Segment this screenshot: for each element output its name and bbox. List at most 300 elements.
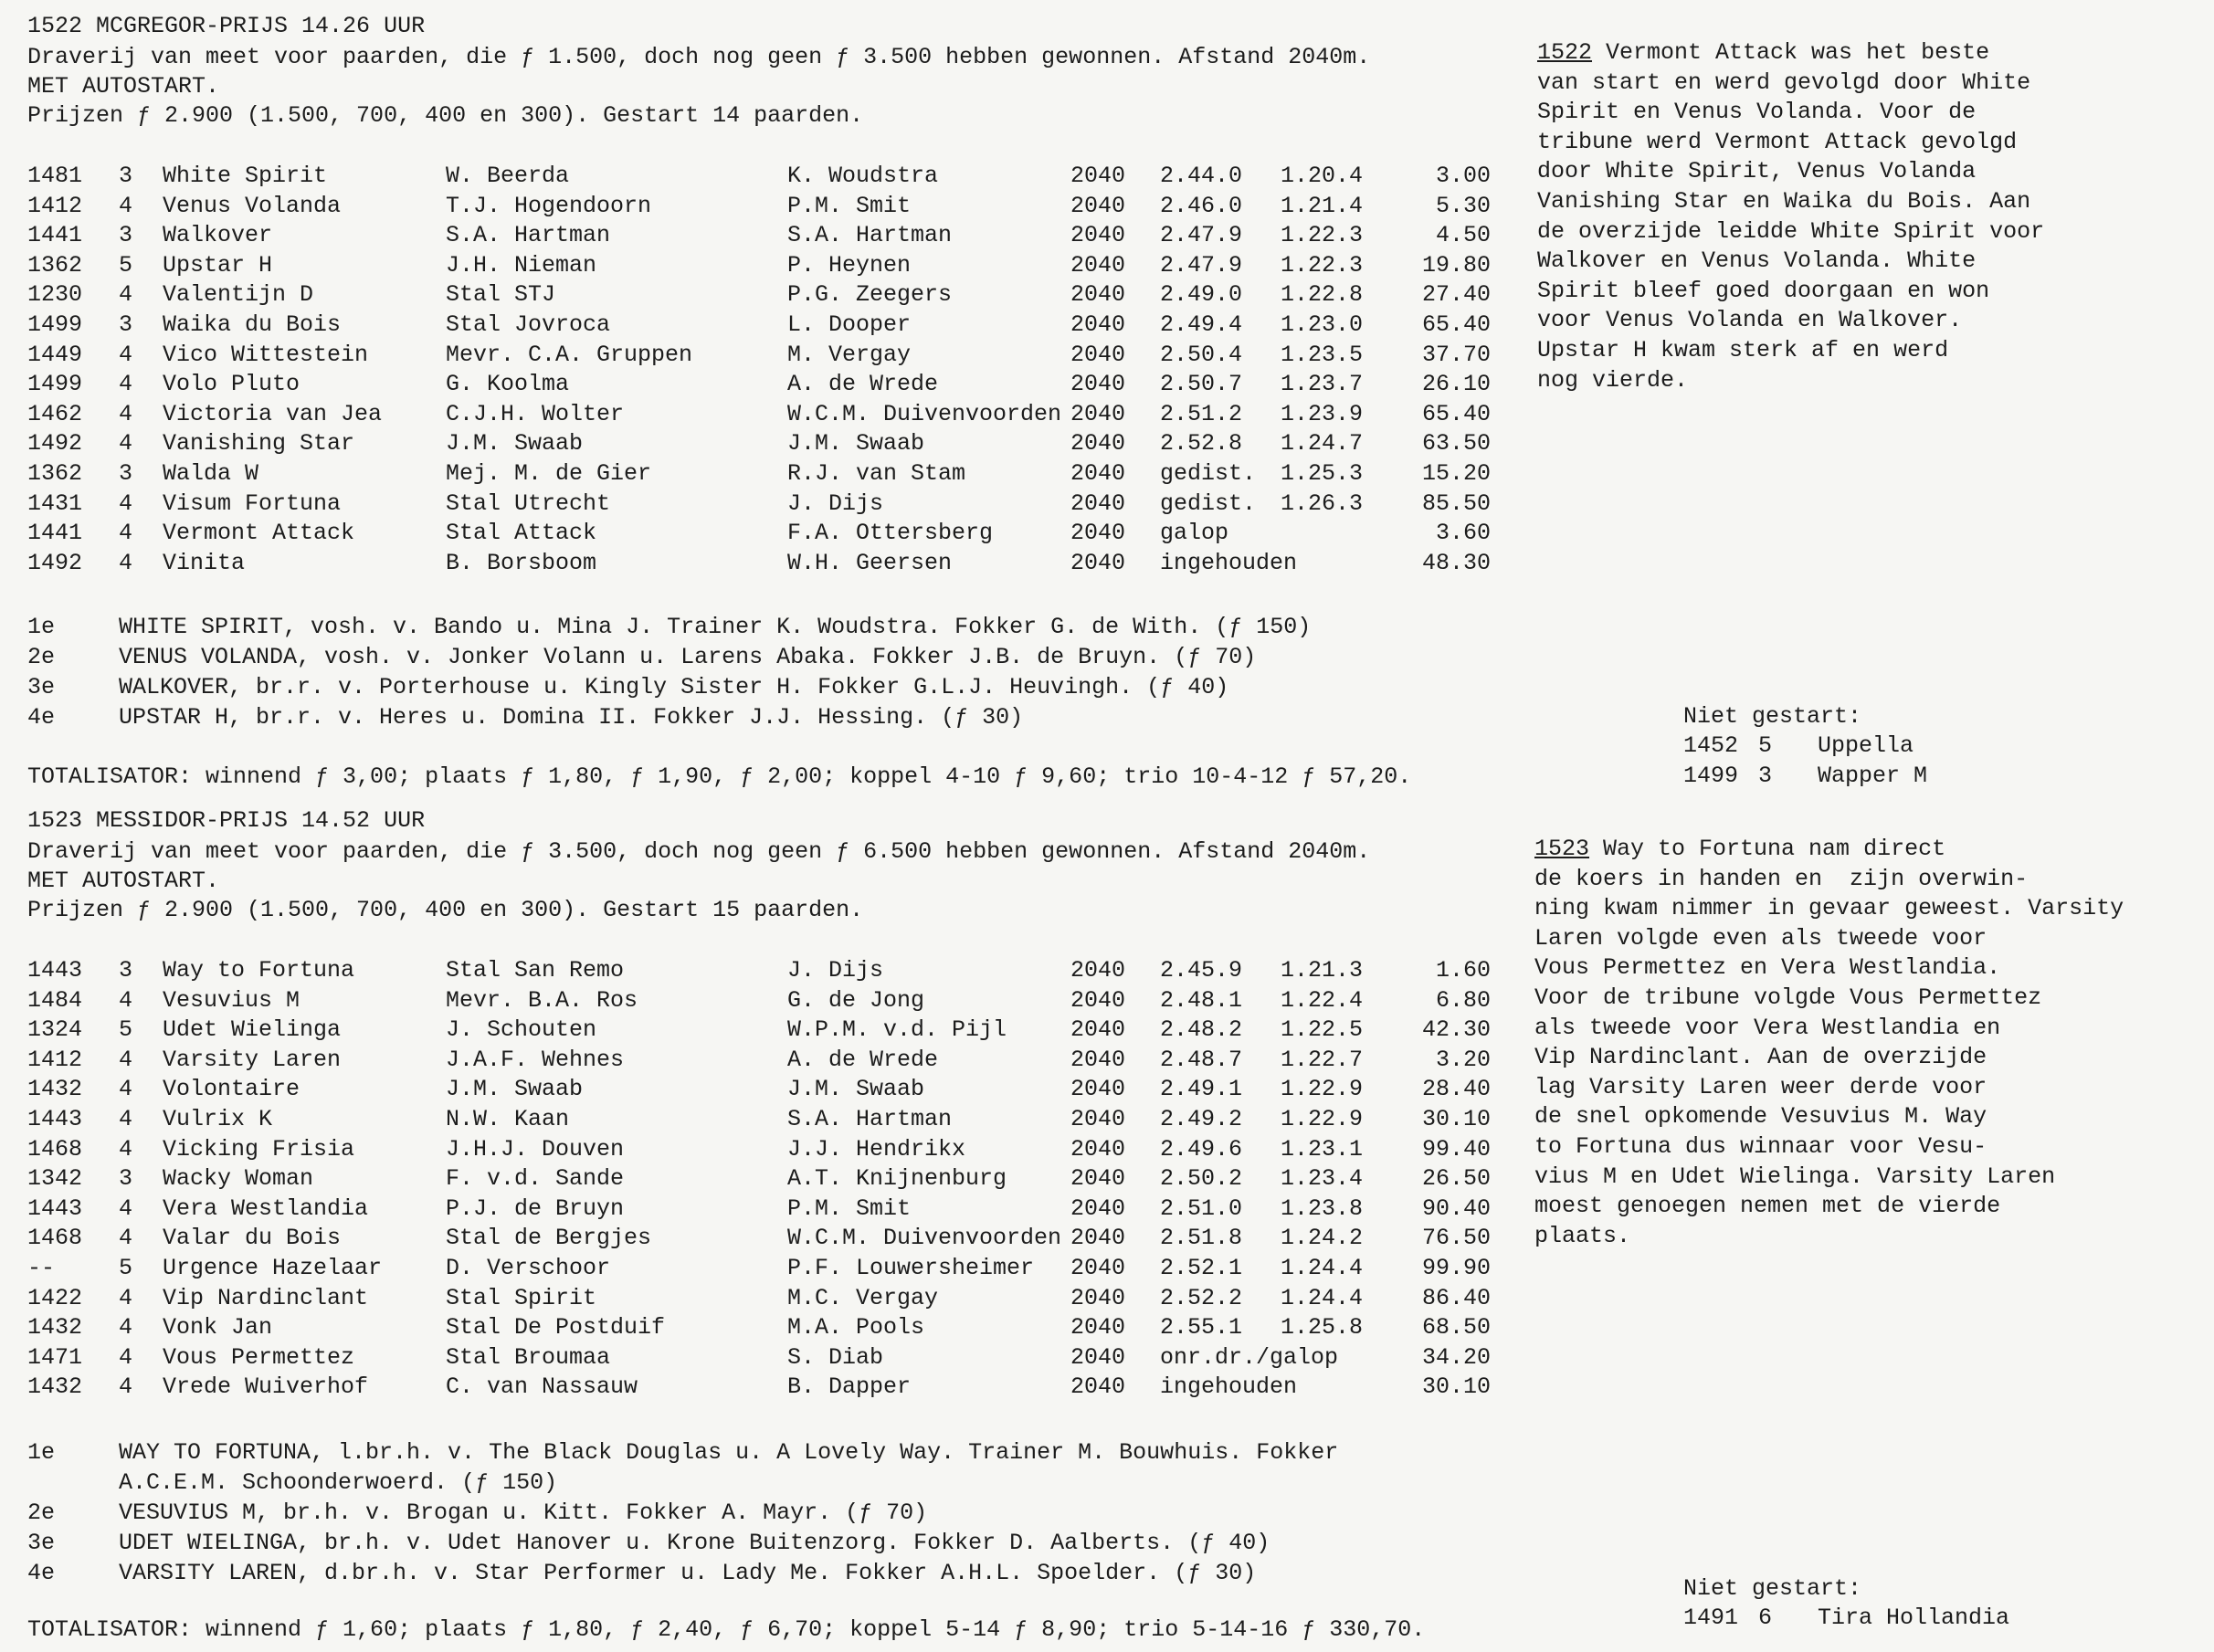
horse-cell: Way to Fortuna — [163, 957, 355, 984]
distance-cell: 2040 — [1070, 311, 1126, 338]
owner-cell: Stal Broumaa — [446, 1343, 611, 1371]
horse-cell: Vicking Frisia — [163, 1135, 355, 1163]
owner-cell: W. Beerda — [446, 163, 570, 189]
horse-cell: Vip Nardinclant — [163, 1284, 369, 1311]
odds-cell: 37.70 — [1421, 341, 1491, 368]
prev-race-cell: 1443 — [27, 1194, 83, 1222]
horse-cell: Vrede Wuiverhof — [163, 1373, 369, 1401]
horse-cell: Vulrix K — [163, 1106, 273, 1132]
driver-cell: P.M. Smit — [787, 1194, 912, 1222]
race-report-line: voor Venus Volanda en Walkover. — [1537, 307, 1963, 334]
owner-cell: J.M. Swaab — [446, 430, 584, 458]
prev-race-cell: 1484 — [27, 986, 83, 1014]
prev-race-cell: 1441 — [27, 520, 83, 547]
time-cell: 2.45.9 — [1160, 957, 1243, 984]
age-cell: 4 — [119, 1314, 133, 1342]
not-started-age: 3 — [1758, 763, 1773, 789]
prev-race-cell: 1462 — [27, 400, 83, 427]
owner-cell: J.A.F. Wehnes — [446, 1046, 625, 1073]
age-cell: 3 — [119, 460, 133, 487]
owner-cell: Stal Utrecht — [446, 489, 611, 517]
race-report-line: van start en werd gevolgd door White — [1537, 68, 2031, 96]
km-time-cell: 1.21.3 — [1281, 957, 1364, 984]
prev-race-cell: -- — [27, 1255, 56, 1281]
km-time-cell: 1.23.5 — [1281, 341, 1364, 368]
driver-cell: P.F. Louwersheimer — [787, 1255, 1035, 1281]
driver-cell: J. Dijs — [787, 489, 884, 517]
km-time-cell: 1.24.4 — [1281, 1255, 1364, 1281]
driver-cell: A. de Wrede — [787, 371, 939, 398]
placing-position: 1e — [27, 1439, 56, 1466]
age-cell: 3 — [119, 957, 133, 984]
age-cell: 3 — [119, 163, 133, 189]
odds-cell: 68.50 — [1421, 1314, 1491, 1342]
prev-race-cell: 1481 — [27, 163, 83, 189]
driver-cell: S.A. Hartman — [787, 222, 953, 249]
odds-cell: 99.40 — [1421, 1135, 1491, 1163]
distance-cell: 2040 — [1070, 281, 1126, 309]
time-cell: 2.50.2 — [1160, 1165, 1243, 1193]
race-report-line: to Fortuna dus winnaar voor Vesu- — [1534, 1132, 1987, 1160]
odds-cell: 28.40 — [1421, 1076, 1491, 1103]
distance-cell: 2040 — [1070, 1106, 1126, 1132]
placing-text: WALKOVER, br.r. v. Porterhouse u. Kingly Sister H. Fokker G.L.J. Heuvingh. (ƒ 40) — [119, 674, 1229, 700]
odds-cell: 19.80 — [1421, 251, 1491, 279]
age-cell: 3 — [119, 1165, 133, 1193]
horse-cell: Vico Wittestein — [163, 341, 369, 368]
distance-cell: 2040 — [1070, 163, 1126, 189]
race-report-line: Vermont Attack was het beste — [1592, 39, 1990, 66]
distance-cell: 2040 — [1070, 1194, 1126, 1222]
distance-cell: 2040 — [1070, 1225, 1126, 1252]
prev-race-cell: 1431 — [27, 489, 83, 517]
distance-cell: 2040 — [1070, 222, 1126, 249]
race-report-line: Vip Nardinclant. Aan de overzijde — [1534, 1044, 1987, 1071]
age-cell: 5 — [119, 1016, 133, 1044]
prev-race-cell: 1471 — [27, 1343, 83, 1371]
race-report-line: de snel opkomende Vesuvius M. Way — [1534, 1103, 1987, 1131]
odds-cell: 99.90 — [1421, 1255, 1491, 1281]
horse-cell: Volontaire — [163, 1076, 300, 1103]
distance-cell: 2040 — [1070, 1284, 1126, 1311]
owner-cell: Stal San Remo — [446, 957, 625, 984]
owner-cell: J.H.J. Douven — [446, 1135, 625, 1163]
horse-cell: Vonk Jan — [163, 1314, 273, 1342]
owner-cell: C.J.H. Wolter — [446, 400, 625, 427]
km-time-cell: 1.23.1 — [1281, 1135, 1364, 1163]
owner-cell: B. Borsboom — [446, 549, 597, 576]
race-report-number: 1522 — [1537, 39, 1593, 66]
not-started-horse: Tira Hollandia — [1818, 1605, 2010, 1631]
owner-cell: Stal De Postduif — [446, 1314, 666, 1342]
driver-cell: A. de Wrede — [787, 1046, 939, 1073]
age-cell: 3 — [119, 311, 133, 338]
driver-cell: P.G. Zeegers — [787, 281, 953, 309]
time-cell: 2.49.1 — [1160, 1076, 1243, 1103]
km-time-cell: 1.22.9 — [1281, 1106, 1364, 1132]
age-cell: 4 — [119, 1076, 133, 1103]
time-cell: galop — [1160, 520, 1229, 547]
time-cell: 2.46.0 — [1160, 192, 1243, 219]
distance-cell: 2040 — [1070, 1373, 1126, 1401]
km-time-cell: 1.24.7 — [1281, 430, 1364, 458]
race-conditions: MET AUTOSTART. — [27, 868, 220, 894]
driver-cell: M.A. Pools — [787, 1314, 925, 1342]
horse-cell: Vanishing Star — [163, 430, 355, 458]
time-cell: 2.51.0 — [1160, 1194, 1243, 1222]
time-cell: 2.52.1 — [1160, 1255, 1243, 1281]
age-cell: 4 — [119, 430, 133, 458]
odds-cell: 65.40 — [1421, 400, 1491, 427]
time-cell: 2.52.2 — [1160, 1284, 1243, 1311]
distance-cell: 2040 — [1070, 251, 1126, 279]
horse-cell: Vermont Attack — [163, 520, 355, 547]
distance-cell: 2040 — [1070, 1135, 1126, 1163]
race-report-line: vius M en Udet Wielinga. Varsity Laren — [1534, 1163, 2056, 1190]
distance-cell: 2040 — [1070, 460, 1126, 487]
driver-cell: W.P.M. v.d. Pijl — [787, 1016, 1007, 1044]
km-time-cell: 1.24.2 — [1281, 1225, 1364, 1252]
owner-cell: Stal Attack — [446, 520, 597, 547]
owner-cell: Mevr. B.A. Ros — [446, 986, 638, 1014]
placing-text: UDET WIELINGA, br.h. v. Udet Hanover u. Krone Buitenzorg. Fokker D. Aalberts. (ƒ 40) — [119, 1530, 1270, 1556]
distance-cell: 2040 — [1070, 1165, 1126, 1193]
age-cell: 4 — [119, 371, 133, 398]
driver-cell: W.C.M. Duivenvoorden — [787, 400, 1062, 427]
age-cell: 5 — [119, 1255, 133, 1281]
distance-cell: 2040 — [1070, 400, 1126, 427]
odds-cell: 3.60 — [1435, 520, 1491, 547]
age-cell: 4 — [119, 986, 133, 1014]
driver-cell: J.J. Hendrikx — [787, 1135, 966, 1163]
time-cell: 2.47.9 — [1160, 222, 1243, 249]
not-started-prev: 1452 — [1683, 732, 1739, 759]
not-started-prev: 1491 — [1683, 1605, 1739, 1631]
odds-cell: 26.10 — [1421, 371, 1491, 398]
placing-position: 4e — [27, 1560, 56, 1586]
age-cell: 4 — [119, 1284, 133, 1311]
time-cell: ingehouden — [1160, 1373, 1298, 1401]
odds-cell: 48.30 — [1421, 549, 1491, 576]
time-cell: 2.49.2 — [1160, 1106, 1243, 1132]
race-report-line: tribune werd Vermont Attack gevolgd — [1537, 128, 2018, 155]
race-conditions: MET AUTOSTART. — [27, 73, 220, 100]
prev-race-cell: 1443 — [27, 957, 83, 984]
age-cell: 4 — [119, 1194, 133, 1222]
owner-cell: Stal de Bergjes — [446, 1225, 652, 1252]
driver-cell: G. de Jong — [787, 986, 925, 1014]
prev-race-cell: 1422 — [27, 1284, 83, 1311]
prev-race-cell: 1324 — [27, 1016, 83, 1044]
driver-cell: F.A. Ottersberg — [787, 520, 994, 547]
horse-cell: Walda W — [163, 460, 259, 487]
race-header: 1523 MESSIDOR-PRIJS 14.52 UUR — [27, 807, 426, 834]
owner-cell: Stal STJ — [446, 281, 556, 309]
odds-cell: 3.20 — [1435, 1046, 1491, 1073]
age-cell: 4 — [119, 1046, 133, 1073]
odds-cell: 26.50 — [1421, 1165, 1491, 1193]
not-started-title: Niet gestart: — [1683, 1575, 1862, 1602]
owner-cell: J.M. Swaab — [446, 1076, 584, 1103]
race-conditions: Prijzen ƒ 2.900 (1.500, 700, 400 en 300). Gestart 14 paarden. — [27, 102, 864, 129]
distance-cell: 2040 — [1070, 1255, 1126, 1281]
km-time-cell: 1.22.8 — [1281, 281, 1364, 309]
time-cell: 2.49.0 — [1160, 281, 1243, 309]
time-cell: gedist. — [1160, 489, 1257, 517]
odds-cell: 6.80 — [1435, 986, 1491, 1014]
prev-race-cell: 1492 — [27, 549, 83, 576]
race-report-text — [1534, 835, 2124, 1251]
driver-cell: J.M. Swaab — [787, 1076, 925, 1103]
horse-cell: Vinita — [163, 549, 246, 576]
driver-cell: R.J. van Stam — [787, 460, 966, 487]
age-cell: 4 — [119, 489, 133, 517]
km-time-cell: 1.22.7 — [1281, 1046, 1364, 1073]
age-cell: 4 — [119, 192, 133, 219]
placing-text: UPSTAR H, br.r. v. Heres u. Domina II. Fokker J.J. Hessing. (ƒ 30) — [119, 704, 1024, 731]
odds-cell: 76.50 — [1421, 1225, 1491, 1252]
placing-position: 3e — [27, 1530, 56, 1556]
placing-text: VARSITY LAREN, d.br.h. v. Star Performer u. Lady Me. Fokker A.H.L. Spoelder. (ƒ 30) — [119, 1560, 1257, 1586]
placing-text: VENUS VOLANDA, vosh. v. Jonker Volann u. Larens Abaka. Fokker J.B. de Bruyn. (ƒ 70) — [119, 644, 1257, 670]
placing-position: 4e — [27, 704, 56, 731]
odds-cell: 65.40 — [1421, 311, 1491, 338]
placing-text: WAY TO FORTUNA, l.br.h. v. The Black Douglas u. A Lovely Way. Trainer M. Bouwhuis. Fokker — [119, 1439, 1339, 1466]
prev-race-cell: 1499 — [27, 371, 83, 398]
prev-race-cell: 1468 — [27, 1135, 83, 1163]
distance-cell: 2040 — [1070, 549, 1126, 576]
race-conditions: Draverij van meet voor paarden, die ƒ 1.500, doch nog geen ƒ 3.500 hebben gewonnen. Afstand 2040m. — [27, 44, 1371, 70]
driver-cell: L. Dooper — [787, 311, 912, 338]
distance-cell: 2040 — [1070, 1016, 1126, 1044]
horse-cell: Valentijn D — [163, 281, 314, 309]
time-cell: ingehouden — [1160, 549, 1298, 576]
age-cell: 4 — [119, 520, 133, 547]
horse-cell: White Spirit — [163, 163, 328, 189]
totalisator: TOTALISATOR: winnend ƒ 3,00; plaats ƒ 1,80, ƒ 1,90, ƒ 2,00; koppel 4-10 ƒ 9,60; trio 10-4-12 ƒ 57,20. — [27, 763, 1412, 790]
driver-cell: B. Dapper — [787, 1373, 912, 1401]
driver-cell: S. Diab — [787, 1343, 884, 1371]
placing-position: 3e — [27, 674, 56, 700]
driver-cell: J. Dijs — [787, 957, 884, 984]
race-report-text — [1537, 38, 2044, 395]
distance-cell: 2040 — [1070, 1076, 1126, 1103]
placing-text: WHITE SPIRIT, vosh. v. Bando u. Mina J. Trainer K. Woudstra. Fokker G. de With. (ƒ 150) — [119, 614, 1312, 640]
distance-cell: 2040 — [1070, 1343, 1126, 1371]
race-report-line: plaats. — [1534, 1222, 1631, 1249]
odds-cell: 1.60 — [1435, 957, 1491, 984]
race-report-line: Vous Permettez en Vera Westlandia. — [1534, 954, 2001, 982]
km-time-cell: 1.23.4 — [1281, 1165, 1364, 1193]
driver-cell: A.T. Knijnenburg — [787, 1165, 1007, 1193]
time-cell: 2.50.4 — [1160, 341, 1243, 368]
race-conditions: Draverij van meet voor paarden, die ƒ 3.500, doch nog geen ƒ 6.500 hebben gewonnen. Afstand 2040m. — [27, 838, 1371, 865]
horse-cell: Varsity Laren — [163, 1046, 342, 1073]
not-started-prev: 1499 — [1683, 763, 1739, 789]
km-time-cell: 1.20.4 — [1281, 163, 1364, 189]
race-report-number: 1523 — [1534, 836, 1590, 862]
time-cell: 2.51.2 — [1160, 400, 1243, 427]
age-cell: 4 — [119, 1343, 133, 1371]
time-cell: 2.48.7 — [1160, 1046, 1243, 1073]
km-time-cell: 1.25.3 — [1281, 460, 1364, 487]
km-time-cell: 1.23.9 — [1281, 400, 1364, 427]
prev-race-cell: 1412 — [27, 1046, 83, 1073]
km-time-cell: 1.22.3 — [1281, 222, 1364, 249]
horse-cell: Vous Permettez — [163, 1343, 355, 1371]
odds-cell: 15.20 — [1421, 460, 1491, 487]
owner-cell: Stal Spirit — [446, 1284, 597, 1311]
km-time-cell: 1.22.5 — [1281, 1016, 1364, 1044]
time-cell: onr.dr./galop — [1160, 1343, 1339, 1371]
not-started-horse: Uppella — [1818, 732, 1914, 759]
totalisator: TOTALISATOR: winnend ƒ 1,60; plaats ƒ 1,80, ƒ 2,40, ƒ 6,70; koppel 5-14 ƒ 8,90; trio 5-14-16 ƒ 330,70. — [27, 1616, 1426, 1643]
horse-cell: Walkover — [163, 222, 273, 249]
owner-cell: T.J. Hogendoorn — [446, 192, 652, 219]
driver-cell: W.C.M. Duivenvoorden — [787, 1225, 1062, 1252]
time-cell: 2.47.9 — [1160, 251, 1243, 279]
owner-cell: S.A. Hartman — [446, 222, 611, 249]
odds-cell: 30.10 — [1421, 1106, 1491, 1132]
km-time-cell: 1.25.8 — [1281, 1314, 1364, 1342]
driver-cell: M.C. Vergay — [787, 1284, 939, 1311]
age-cell: 4 — [119, 1373, 133, 1401]
km-time-cell: 1.22.9 — [1281, 1076, 1364, 1103]
odds-cell: 90.40 — [1421, 1194, 1491, 1222]
km-time-cell: 1.23.7 — [1281, 371, 1364, 398]
horse-cell: Wacky Woman — [163, 1165, 314, 1193]
age-cell: 4 — [119, 400, 133, 427]
race-report-line: als tweede voor Vera Westlandia en — [1534, 1014, 2001, 1041]
age-cell: 4 — [119, 1135, 133, 1163]
owner-cell: Mej. M. de Gier — [446, 460, 652, 487]
distance-cell: 2040 — [1070, 986, 1126, 1014]
age-cell: 4 — [119, 281, 133, 309]
owner-cell: C. van Nassauw — [446, 1373, 638, 1401]
race-report-line: lag Varsity Laren weer derde voor — [1534, 1073, 1987, 1100]
time-cell: 2.55.1 — [1160, 1314, 1243, 1342]
prev-race-cell: 1412 — [27, 192, 83, 219]
race-conditions: Prijzen ƒ 2.900 (1.500, 700, 400 en 300). Gestart 15 paarden. — [27, 897, 864, 923]
placing-position: 2e — [27, 1499, 56, 1526]
km-time-cell: 1.22.3 — [1281, 251, 1364, 279]
age-cell: 4 — [119, 341, 133, 368]
race-report-line: Laren volgde even als tweede voor — [1534, 924, 1987, 952]
prev-race-cell: 1499 — [27, 311, 83, 338]
time-cell: 2.49.6 — [1160, 1135, 1243, 1163]
km-time-cell: 1.23.0 — [1281, 311, 1364, 338]
race-report-line: moest genoegen nemen met de vierde — [1534, 1193, 2001, 1220]
horse-cell: Waika du Bois — [163, 311, 342, 338]
race-report-line: de koers in handen en zijn overwin- — [1534, 865, 2029, 892]
race-report-line: door White Spirit, Venus Volanda — [1537, 158, 1977, 185]
owner-cell: Mevr. C.A. Gruppen — [446, 341, 693, 368]
prev-race-cell: 1492 — [27, 430, 83, 458]
horse-cell: Udet Wielinga — [163, 1016, 342, 1044]
odds-cell: 34.20 — [1421, 1343, 1491, 1371]
odds-cell: 3.00 — [1435, 163, 1491, 189]
driver-cell: K. Woudstra — [787, 163, 939, 189]
prev-race-cell: 1441 — [27, 222, 83, 249]
time-cell: 2.48.2 — [1160, 1016, 1243, 1044]
prev-race-cell: 1432 — [27, 1314, 83, 1342]
time-cell: 2.52.8 — [1160, 430, 1243, 458]
prev-race-cell: 1449 — [27, 341, 83, 368]
km-time-cell: 1.23.8 — [1281, 1194, 1364, 1222]
age-cell: 5 — [119, 251, 133, 279]
owner-cell: N.W. Kaan — [446, 1106, 570, 1132]
distance-cell: 2040 — [1070, 489, 1126, 517]
age-cell: 4 — [119, 1106, 133, 1132]
driver-cell: P.M. Smit — [787, 192, 912, 219]
driver-cell: M. Vergay — [787, 341, 912, 368]
owner-cell: Stal Jovroca — [446, 311, 611, 338]
race-report-line: ning kwam nimmer in gevaar geweest. Varsity — [1534, 895, 2124, 922]
not-started-age: 6 — [1758, 1605, 1773, 1631]
distance-cell: 2040 — [1070, 1314, 1126, 1342]
time-cell: 2.51.8 — [1160, 1225, 1243, 1252]
owner-cell: J.H. Nieman — [446, 251, 597, 279]
prev-race-cell: 1432 — [27, 1373, 83, 1401]
not-started-age: 5 — [1758, 732, 1773, 759]
placing-text: A.C.E.M. Schoonderwoerd. (ƒ 150) — [119, 1469, 558, 1496]
placing-position: 1e — [27, 614, 56, 640]
time-cell: 2.48.1 — [1160, 986, 1243, 1014]
time-cell: 2.50.7 — [1160, 371, 1243, 398]
km-time-cell: 1.22.4 — [1281, 986, 1364, 1014]
prev-race-cell: 1342 — [27, 1165, 83, 1193]
odds-cell: 5.30 — [1435, 192, 1491, 219]
distance-cell: 2040 — [1070, 520, 1126, 547]
odds-cell: 42.30 — [1421, 1016, 1491, 1044]
age-cell: 4 — [119, 549, 133, 576]
prev-race-cell: 1362 — [27, 460, 83, 487]
time-cell: 2.44.0 — [1160, 163, 1243, 189]
race-report-line: Way to Fortuna nam direct — [1589, 836, 1946, 862]
placing-text: VESUVIUS M, br.h. v. Brogan u. Kitt. Fokker A. Mayr. (ƒ 70) — [119, 1499, 928, 1526]
horse-cell: Vera Westlandia — [163, 1194, 369, 1222]
age-cell: 3 — [119, 222, 133, 249]
owner-cell: P.J. de Bruyn — [446, 1194, 625, 1222]
horse-cell: Victoria van Jea — [163, 400, 383, 427]
driver-cell: W.H. Geersen — [787, 549, 953, 576]
age-cell: 4 — [119, 1225, 133, 1252]
not-started-title: Niet gestart: — [1683, 703, 1862, 730]
odds-cell: 30.10 — [1421, 1373, 1491, 1401]
driver-cell: P. Heynen — [787, 251, 912, 279]
owner-cell: J. Schouten — [446, 1016, 597, 1044]
race-report-line: Voor de tribune volgde Vous Permettez — [1534, 984, 2042, 1011]
race-report-line: de overzijde leidde White Spirit voor — [1537, 217, 2045, 245]
horse-cell: Volo Pluto — [163, 371, 300, 398]
race-report-line: Vanishing Star en Waika du Bois. Aan — [1537, 187, 2031, 215]
distance-cell: 2040 — [1070, 192, 1126, 219]
horse-cell: Venus Volanda — [163, 192, 342, 219]
distance-cell: 2040 — [1070, 430, 1126, 458]
race-report-line: Upstar H kwam sterk af en werd — [1537, 336, 1949, 363]
horse-cell: Vesuvius M — [163, 986, 300, 1014]
race-report-line: nog vierde. — [1537, 366, 1689, 394]
km-time-cell: 1.21.4 — [1281, 192, 1364, 219]
odds-cell: 86.40 — [1421, 1284, 1491, 1311]
driver-cell: S.A. Hartman — [787, 1106, 953, 1132]
prev-race-cell: 1468 — [27, 1225, 83, 1252]
not-started-horse: Wapper M — [1818, 763, 1928, 789]
time-cell: gedist. — [1160, 460, 1257, 487]
horse-cell: Valar du Bois — [163, 1225, 342, 1252]
prev-race-cell: 1230 — [27, 281, 83, 309]
prev-race-cell: 1432 — [27, 1076, 83, 1103]
